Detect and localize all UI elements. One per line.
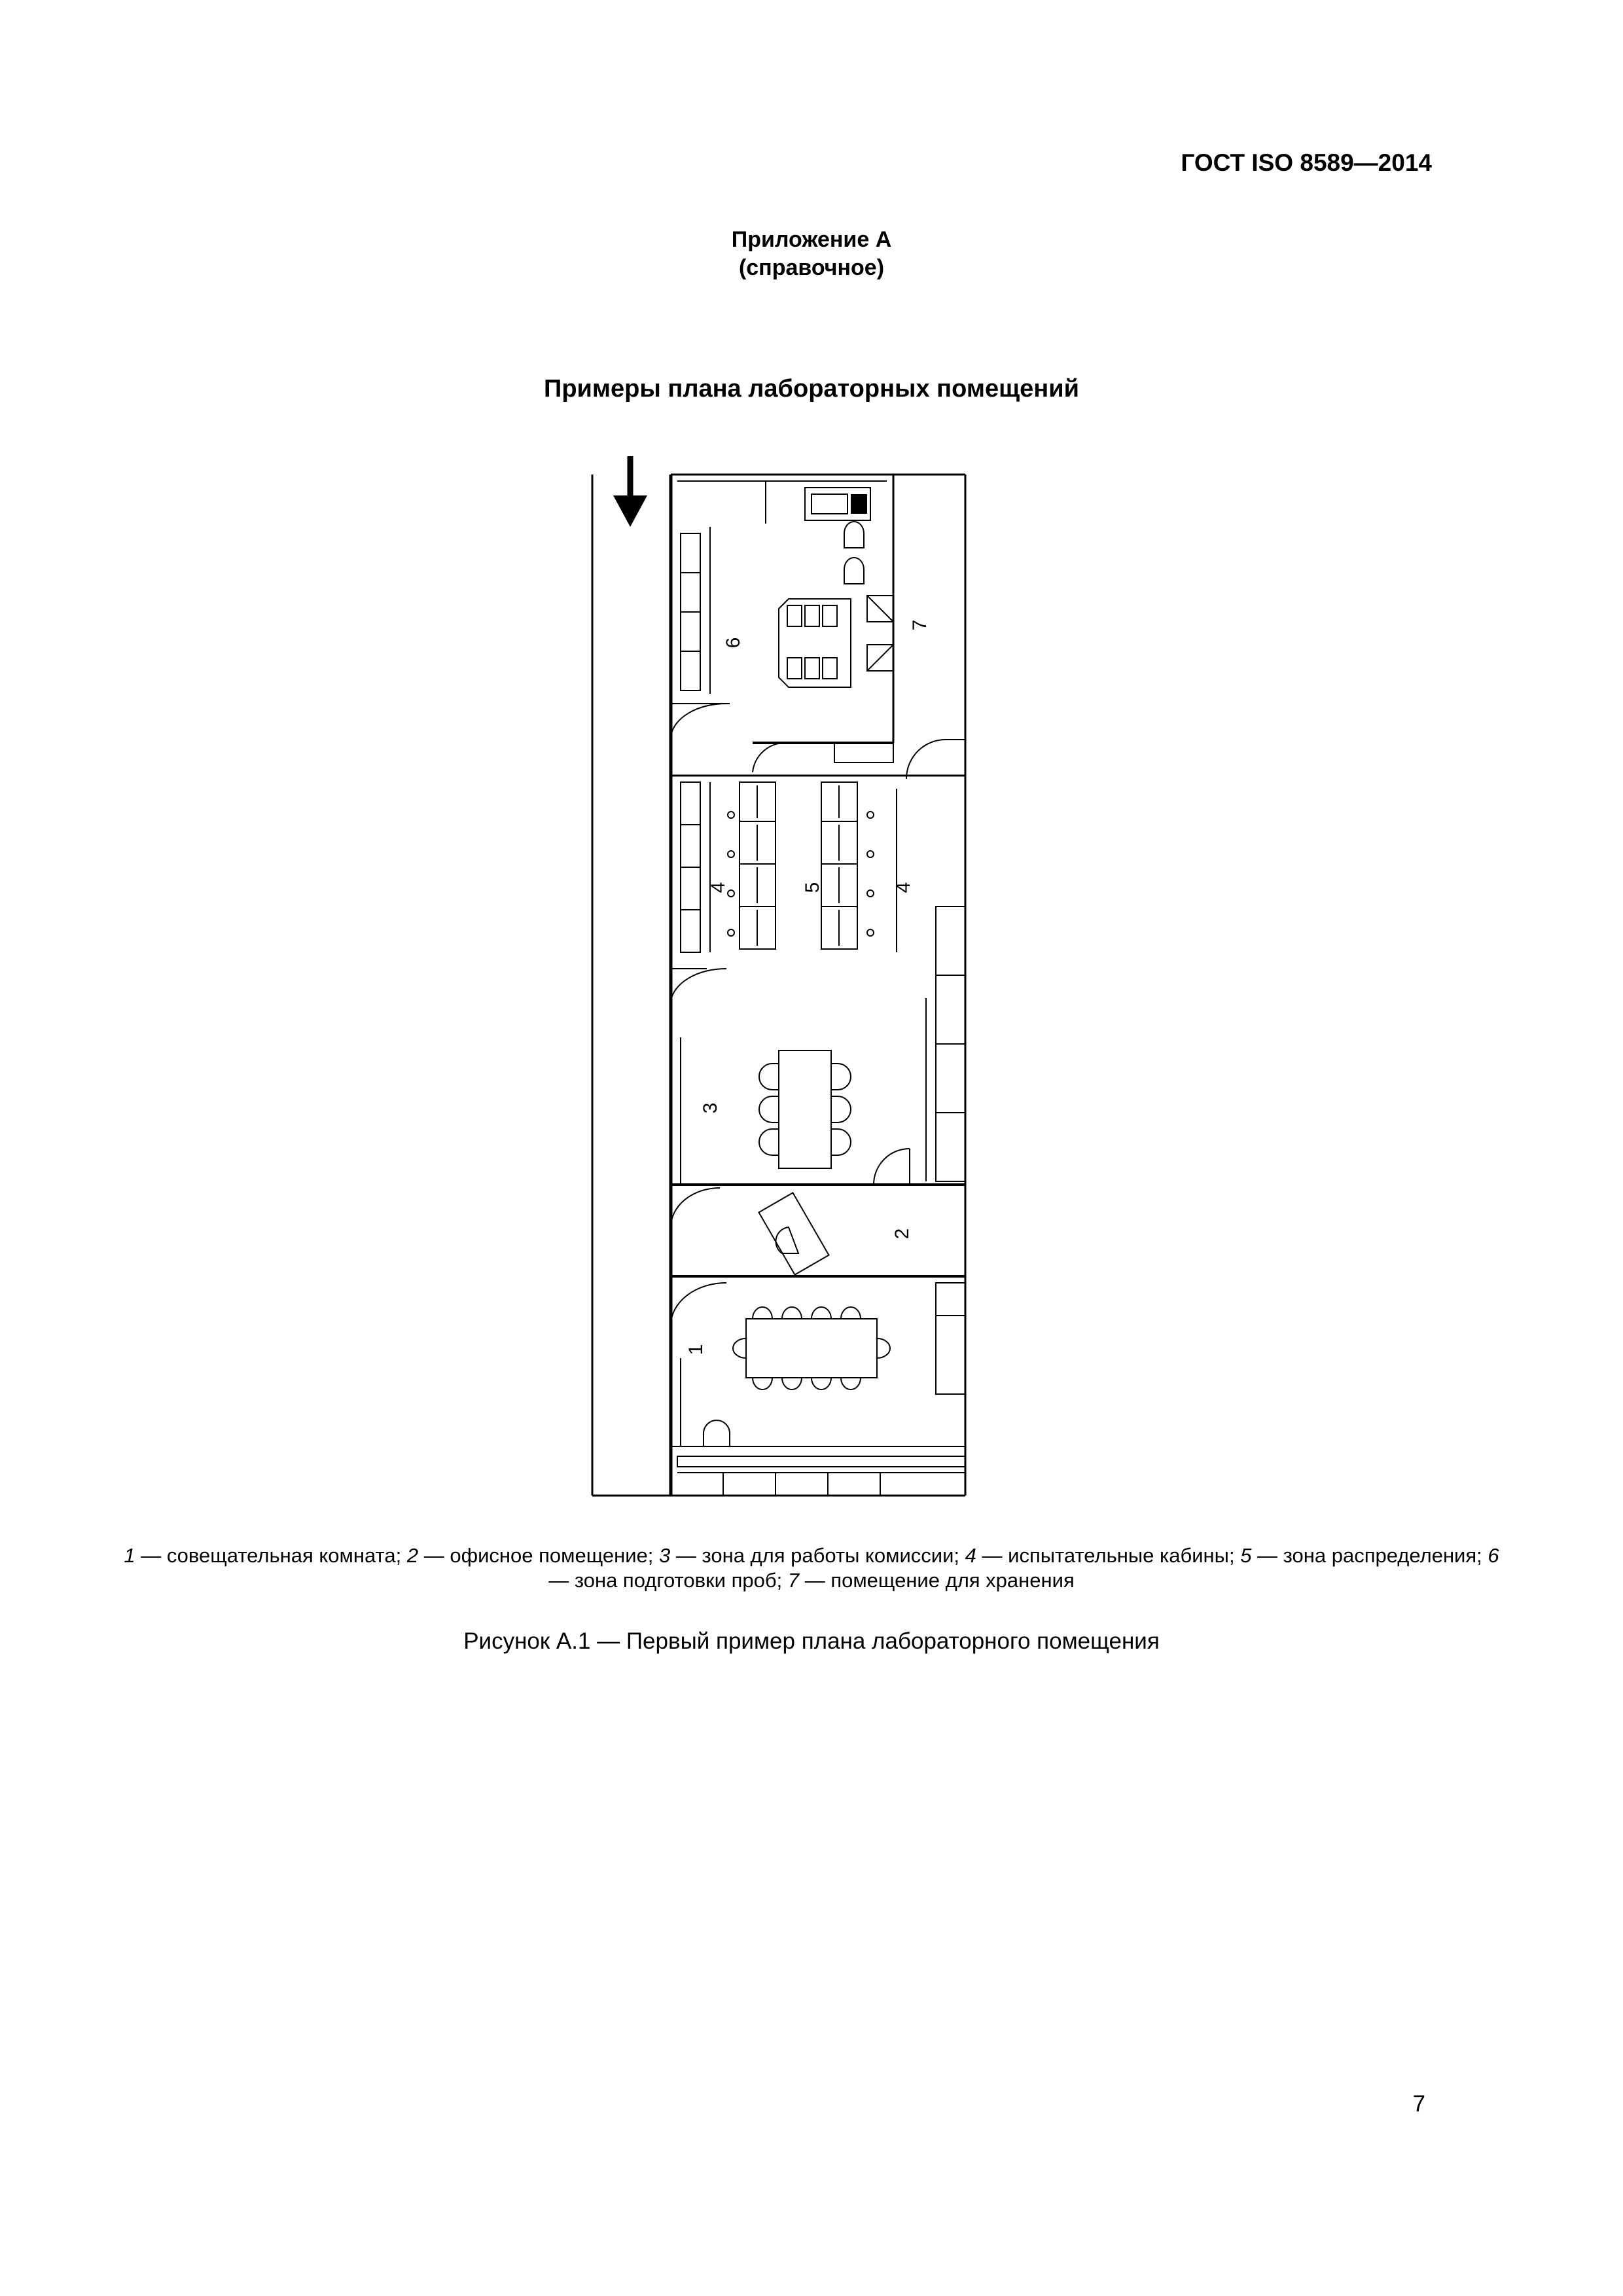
annex-type: (справочное) bbox=[738, 255, 885, 280]
legend-text-5: — зона распределения; bbox=[1251, 1544, 1488, 1567]
section-title: Примеры плана лабораторных помещений bbox=[544, 375, 1079, 403]
legend-num-5: 5 bbox=[1240, 1544, 1252, 1567]
legend-text-3: — зона для работы комиссии; bbox=[670, 1544, 965, 1567]
legend-num-3: 3 bbox=[659, 1544, 671, 1567]
room-1-meeting-room bbox=[671, 1283, 965, 1496]
figure-caption: Рисунок А.1 — Первый пример плана лабораторного помещения bbox=[463, 1628, 1160, 1654]
room-label-5: 5 bbox=[802, 882, 823, 893]
legend-text-6: — зона подготовки проб; bbox=[548, 1569, 788, 1592]
testing-booths-left bbox=[681, 782, 776, 952]
legend-text-1: — совещательная комната; bbox=[135, 1544, 407, 1567]
room-label-7: 7 bbox=[909, 619, 931, 631]
legend-text-4: — испытательные кабины; bbox=[976, 1544, 1241, 1567]
legend-num-1: 1 bbox=[124, 1544, 135, 1567]
legend-num-7: 7 bbox=[787, 1569, 800, 1592]
testing-booths-right bbox=[821, 782, 897, 952]
legend-text-7: — помещение для хранения bbox=[799, 1569, 1075, 1592]
room-label-1: 1 bbox=[685, 1344, 707, 1355]
annex-title: Приложение А bbox=[731, 227, 892, 252]
room-label-3: 3 bbox=[700, 1102, 721, 1114]
page-number: 7 bbox=[1412, 2091, 1425, 2117]
document-code: ГОСТ ISO 8589—2014 bbox=[1181, 149, 1432, 176]
room-3-panel-area bbox=[671, 969, 965, 1185]
legend-num-2: 2 bbox=[406, 1544, 419, 1567]
door-room-7 bbox=[906, 740, 946, 779]
annex-heading bbox=[0, 226, 1623, 282]
floor-plan bbox=[579, 448, 972, 1509]
floor-plan-figure bbox=[579, 448, 972, 1509]
room-label-4-right: 4 bbox=[893, 882, 914, 893]
room-label-4-left: 4 bbox=[707, 882, 729, 893]
storage-cabinets bbox=[926, 906, 965, 1181]
room-label-2: 2 bbox=[891, 1228, 913, 1240]
legend-num-4: 4 bbox=[965, 1544, 976, 1567]
room-2-office bbox=[671, 1188, 965, 1276]
legend-text-2: — офисное помещение; bbox=[418, 1544, 659, 1567]
room-6-sample-prep bbox=[671, 475, 893, 772]
legend-num-6: 6 bbox=[1488, 1544, 1499, 1567]
entrance-arrow-icon bbox=[613, 456, 647, 527]
figure-legend bbox=[118, 1543, 1505, 1593]
room-label-6: 6 bbox=[722, 637, 744, 649]
